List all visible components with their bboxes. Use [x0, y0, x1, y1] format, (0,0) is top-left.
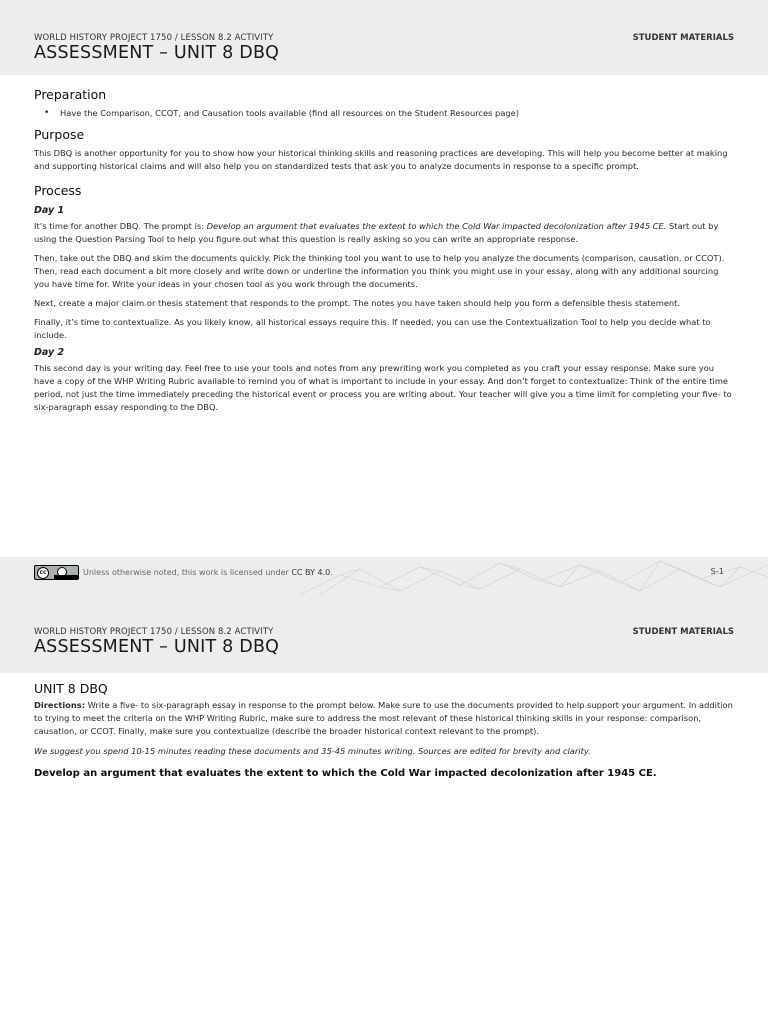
license-notice [83, 568, 333, 577]
prompt-quote: Develop an argument that evaluates the extent to which the Cold War impacted decolonization after 1945 CE. [206, 221, 667, 231]
time-suggestion: We suggest you spend 10-15 minutes reading these documents and 35-45 minutes writing. Sources are edited for brevity and clarity. [34, 746, 591, 756]
day-1-paragraph-3: Next, create a major claim or thesis statement that responds to the prompt. The notes you have taken should help you form a defensible thesis statement. [34, 298, 681, 308]
cc-by-license-badge[interactable] [34, 565, 79, 580]
preparation-list [34, 107, 734, 120]
header-subtitle: WORLD HISTORY PROJECT 1750 / LESSON 8.2 ACTIVITY [34, 627, 274, 637]
day-2-label: Day 2 [34, 347, 65, 358]
header-subtitle: WORLD HISTORY PROJECT 1750 / LESSON 8.2 ACTIVITY [34, 33, 274, 43]
directions-text: Write a five- to six-paragraph essay in response to the prompt below. Make sure to use the documents provided to help support your argument. In addition to trying to meet the criteria on the WHP Writing Rubric, make sure to address the most relevant of these historical thinking skills in your response: comparison, causation, or CCOT. Finally, make sure you contextualize (describe the broader historical context relevant to the prompt). [34, 700, 733, 736]
list-item: • Have the Comparison, CCOT, and Causation tools available (find all resources on the Student Resources page) [34, 107, 734, 120]
process-heading: Process [34, 183, 82, 198]
page-header [0, 0, 768, 75]
license-link[interactable]: CC BY 4.0 [291, 568, 331, 577]
day-1-paragraph-4: Finally, it’s time to contextualize. As you likely know, all historical essays require this. If needed, you can use the Contextualization Tool to help you decide what to include. [34, 317, 711, 340]
page-title: ASSESSMENT – UNIT 8 DBQ [34, 637, 280, 657]
creative-commons-icon: cc [37, 567, 49, 579]
license-period: . [330, 568, 333, 577]
page-number: S-1 [710, 566, 724, 576]
page-title: ASSESSMENT – UNIT 8 DBQ [34, 43, 280, 63]
license-text: Unless otherwise noted, this work is licensed under [83, 568, 292, 577]
page-2 [0, 595, 768, 1024]
day-2-paragraph-1: This second day is your writing day. Feel free to use your tools and notes from any prewriting work you completed as you craft your essay response. Make sure you have a copy of the WHP Writing Rubric available to remind you of what is important to include in your essay. And don’t forget to contextualize: Think of the entire time period, not just the time immediately preceding the historical event or process you are writing about. Your teacher will give you a time limit for completing your five- to six-paragraph essay responding to the DBQ. [34, 363, 732, 412]
page-content [0, 87, 768, 414]
header-student-materials: STUDENT MATERIALS [632, 627, 734, 637]
section-title: UNIT 8 DBQ [34, 681, 108, 696]
essay-prompt: Develop an argument that evaluates the extent to which the Cold War impacted decolonization after 1945 CE. [34, 768, 657, 779]
day-1-label: Day 1 [34, 205, 65, 216]
purpose-text: This DBQ is another opportunity for you to show how your historical thinking skills and reasoning practices are developing. This will help you become better at making and supporting historical claims and will also help you on standardized tests that ask you to analyze documents in response to a specific prompt. [34, 148, 728, 171]
directions-label: Directions: [34, 700, 86, 710]
header-student-materials: STUDENT MATERIALS [632, 33, 734, 43]
day-1-paragraph-1 [34, 220, 734, 246]
prompt-intro: It’s time for another DBQ. The prompt is: [34, 221, 207, 231]
purpose-heading: Purpose [34, 127, 85, 142]
prompt-instructions: Start out by using the Question Parsing Tool to help you figure out what this question is really asking so you can write an appropriate response. [34, 221, 719, 244]
by-strip [54, 575, 79, 579]
preparation-heading: Preparation [34, 87, 107, 102]
directions-paragraph [34, 699, 734, 738]
day-1-paragraph-2: Then, take out the DBQ and skim the documents quickly. Pick the thinking tool you want to use to help you analyze the documents (comparison, causation, or CCOT). Then, read each document a bit more closely and write down or underline the information you think you might use in your essay, along with any additional sourcing you have time for. Write your ideas in your chosen tool as you work through the documents. [34, 253, 725, 289]
page-footer [0, 557, 768, 595]
page-content [0, 681, 768, 781]
page-header [0, 595, 768, 673]
